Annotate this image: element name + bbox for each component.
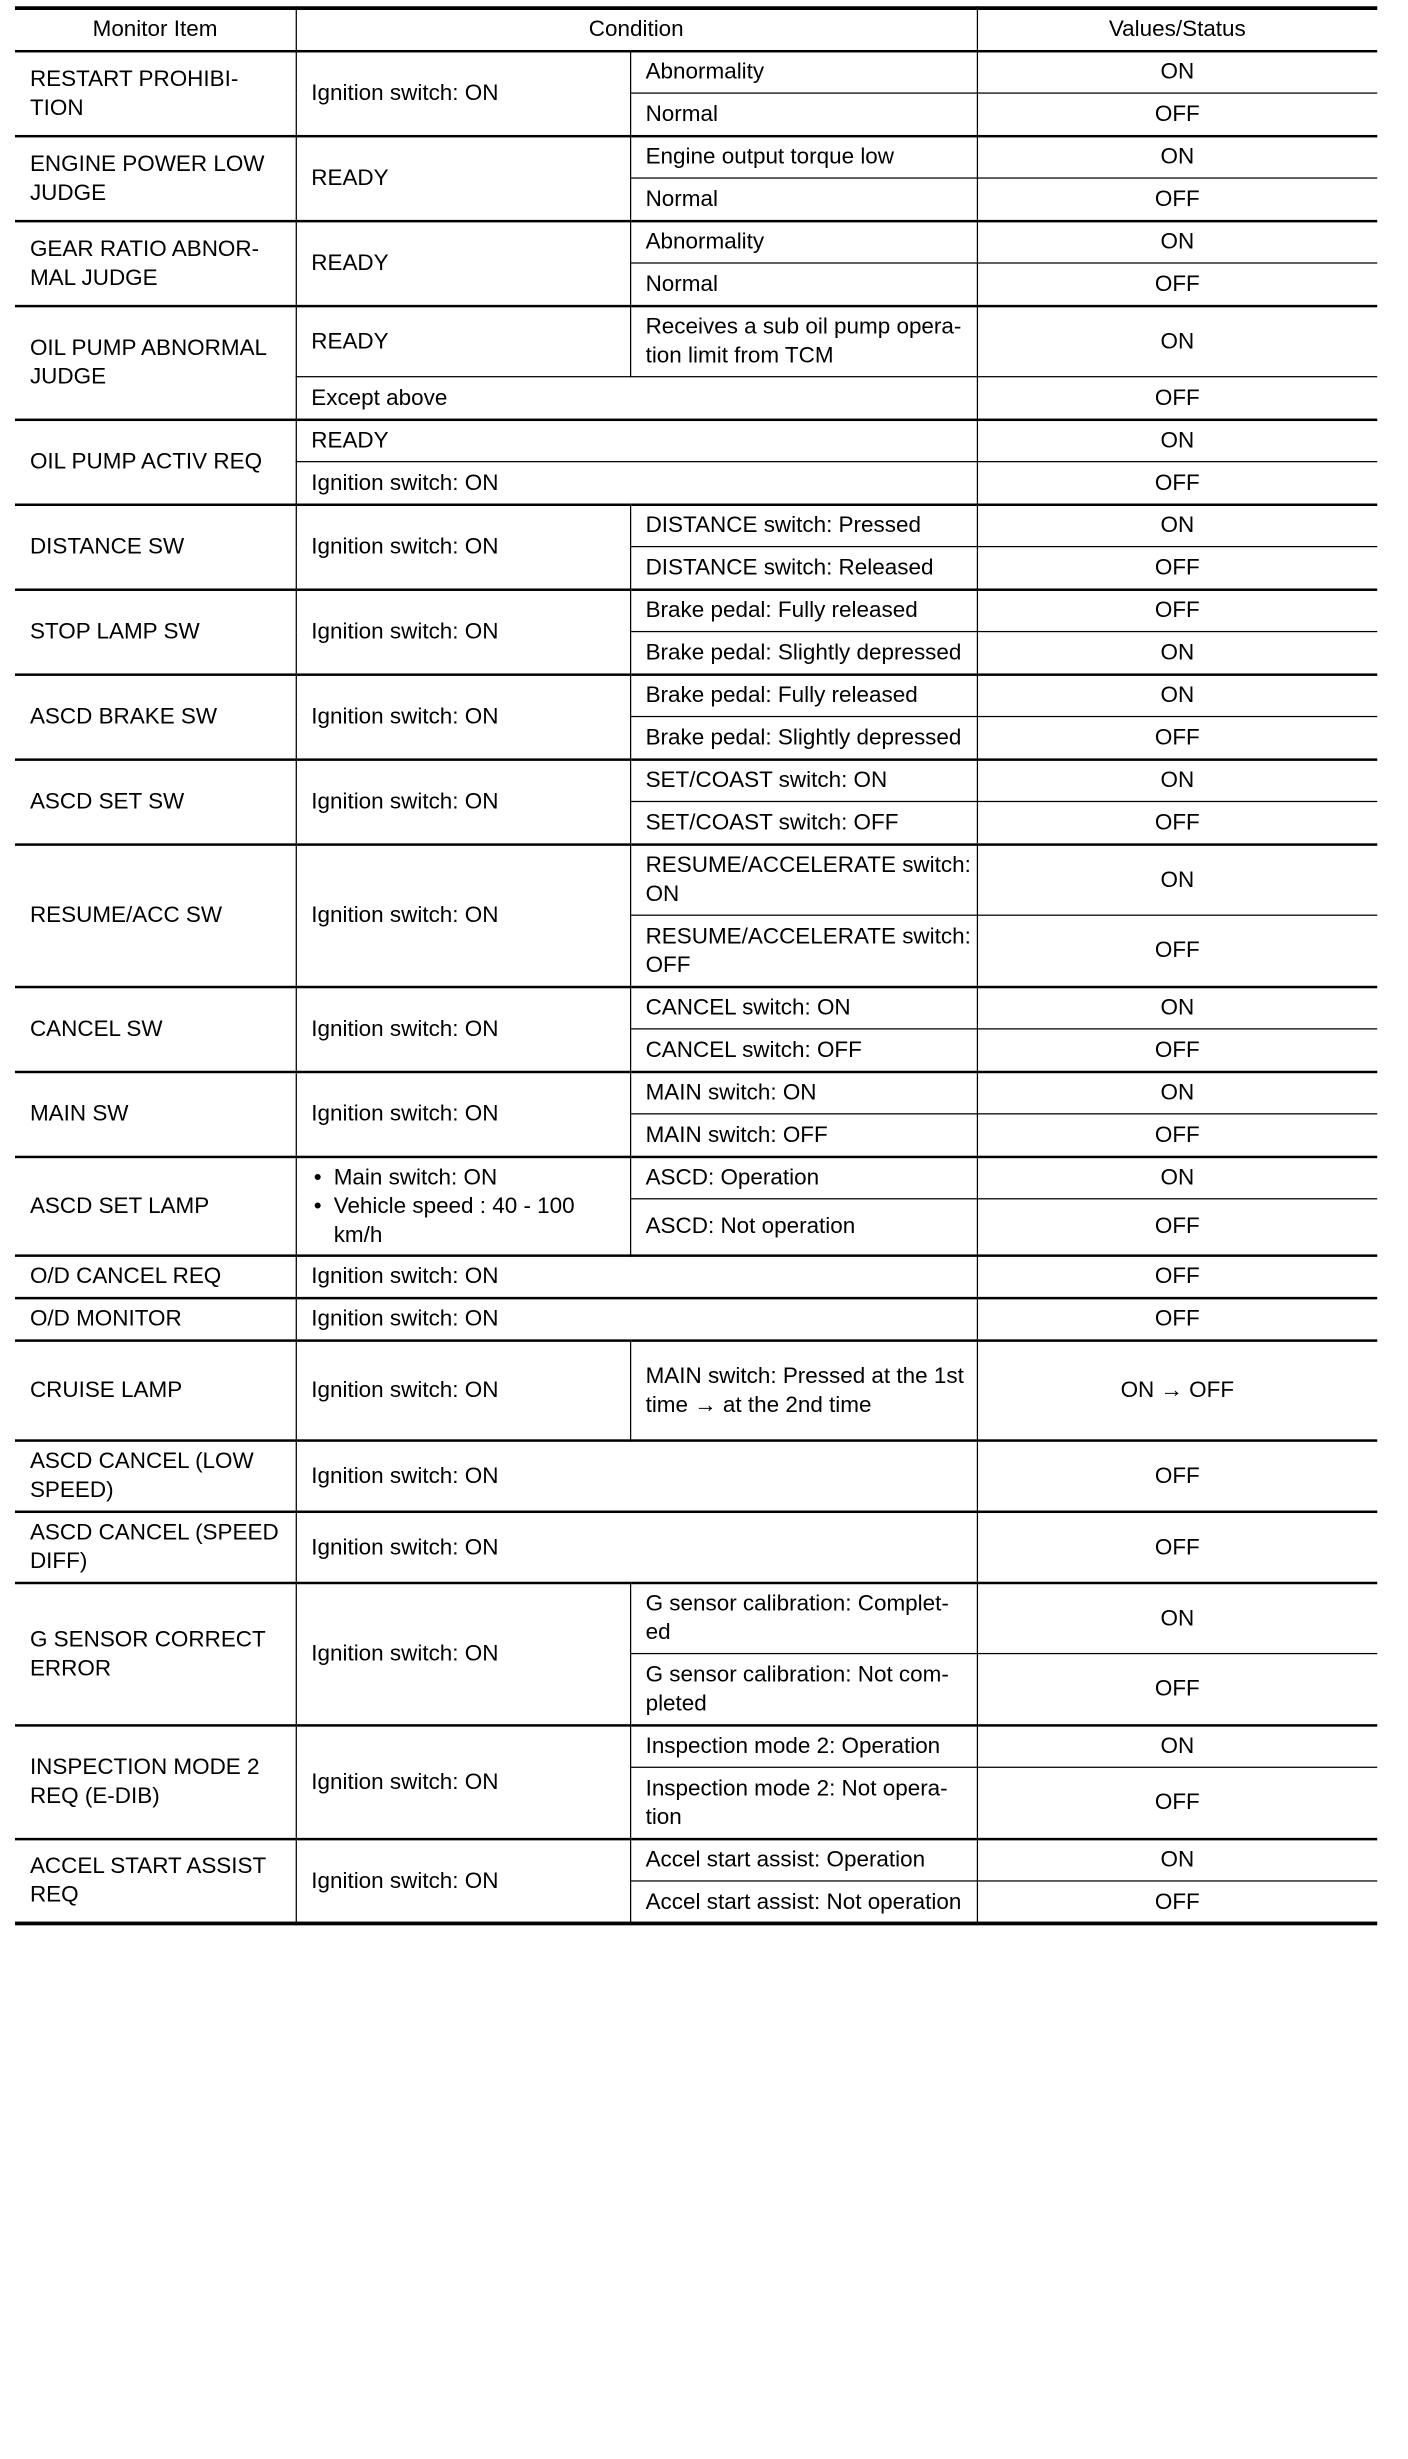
condition-cell: Ignition switch: ON bbox=[296, 589, 630, 674]
value-cell: ON bbox=[977, 51, 1377, 93]
table-row bbox=[15, 674, 1377, 716]
sub-condition-cell: ASCD: Not operation bbox=[630, 1199, 977, 1255]
value-cell: OFF bbox=[977, 1298, 1377, 1340]
sub-condition-cell: Brake pedal: Slightly depressed bbox=[630, 632, 977, 674]
monitor-item-cell: G SENSOR CORRECT ERROR bbox=[15, 1582, 296, 1724]
condition-cell: Ignition switch: ON bbox=[296, 1298, 977, 1340]
value-cell: ON bbox=[977, 504, 1377, 546]
condition-cell: Ignition switch: ON bbox=[296, 844, 630, 986]
monitor-item-cell: DISTANCE SW bbox=[15, 504, 296, 589]
table-row bbox=[15, 305, 1377, 376]
value-cell: ON bbox=[977, 1071, 1377, 1113]
table-row bbox=[15, 51, 1377, 93]
sub-condition-cell: MAIN switch: OFF bbox=[630, 1114, 977, 1156]
monitor-item-cell: ACCEL START ASSIST REQ bbox=[15, 1838, 296, 1923]
monitor-item-cell: RESUME/ACC SW bbox=[15, 844, 296, 986]
sub-condition-cell: RESUME/ACCELERATE switch: ON bbox=[630, 844, 977, 915]
value-cell: OFF bbox=[977, 462, 1377, 504]
value-cell: OFF bbox=[977, 1114, 1377, 1156]
condition-cell: Ignition switch: ON bbox=[296, 1071, 630, 1156]
sub-condition-cell: MAIN switch: Pressed at the 1st time → at the 2nd time bbox=[630, 1340, 977, 1440]
monitor-item-cell: INSPECTION MODE 2 REQ (E-DIB) bbox=[15, 1725, 296, 1839]
value-cell: OFF bbox=[977, 1511, 1377, 1582]
sub-condition-cell: Accel start assist: Not operation bbox=[630, 1881, 977, 1923]
sub-condition-cell: Inspection mode 2: Not opera-tion bbox=[630, 1767, 977, 1838]
table-row bbox=[15, 419, 1377, 461]
condition-cell: Ignition switch: ON bbox=[296, 1725, 630, 1839]
table-row bbox=[15, 1298, 1377, 1340]
condition-cell: Ignition switch: ON bbox=[296, 674, 630, 759]
sub-condition-cell: SET/COAST switch: OFF bbox=[630, 801, 977, 843]
table-row bbox=[15, 1511, 1377, 1582]
sub-condition-cell: MAIN switch: ON bbox=[630, 1071, 977, 1113]
sub-condition-cell: DISTANCE switch: Pressed bbox=[630, 504, 977, 546]
monitor-item-cell: RESTART PROHIBI-TION bbox=[15, 51, 296, 136]
value-cell: ON bbox=[977, 674, 1377, 716]
value-cell: OFF bbox=[977, 1654, 1377, 1725]
value-cell: OFF bbox=[977, 263, 1377, 305]
sub-condition-cell: ASCD: Operation bbox=[630, 1156, 977, 1198]
condition-cell: READY bbox=[296, 221, 630, 306]
monitor-item-cell: ASCD CANCEL (LOW SPEED) bbox=[15, 1440, 296, 1511]
condition-cell bbox=[296, 1156, 630, 1255]
table-row bbox=[15, 759, 1377, 801]
sub-condition-cell: Engine output torque low bbox=[630, 136, 977, 178]
condition-cell: Ignition switch: ON bbox=[296, 1838, 630, 1923]
value-cell: OFF bbox=[977, 801, 1377, 843]
table-row bbox=[15, 1582, 1377, 1653]
monitor-item-cell: ASCD CANCEL (SPEED DIFF) bbox=[15, 1511, 296, 1582]
value-cell: ON bbox=[977, 632, 1377, 674]
monitor-item-cell: OIL PUMP ACTIV REQ bbox=[15, 419, 296, 504]
condition-cell: Ignition switch: ON bbox=[296, 759, 630, 844]
monitor-item-table bbox=[15, 6, 1377, 1925]
condition-cell: READY bbox=[296, 419, 977, 461]
sub-condition-cell: G sensor calibration: Complet-ed bbox=[630, 1582, 977, 1653]
condition-cell: Ignition switch: ON bbox=[296, 1582, 630, 1724]
table-row bbox=[15, 1725, 1377, 1767]
value-cell: OFF bbox=[977, 547, 1377, 589]
monitor-item-cell: OIL PUMP ABNORMAL JUDGE bbox=[15, 305, 296, 419]
header-condition: Condition bbox=[296, 8, 977, 50]
value-cell: OFF bbox=[977, 1029, 1377, 1071]
monitor-item-cell: CANCEL SW bbox=[15, 986, 296, 1071]
value-cell: OFF bbox=[977, 377, 1377, 419]
monitor-item-cell: ASCD BRAKE SW bbox=[15, 674, 296, 759]
monitor-item-cell: ENGINE POWER LOW JUDGE bbox=[15, 136, 296, 221]
header-monitor-item: Monitor Item bbox=[15, 8, 296, 50]
sub-condition-cell: G sensor calibration: Not com-pleted bbox=[630, 1654, 977, 1725]
monitor-item-cell: O/D CANCEL REQ bbox=[15, 1255, 296, 1297]
value-cell: ON bbox=[977, 844, 1377, 915]
table-row bbox=[15, 504, 1377, 546]
sub-condition-cell: CANCEL switch: OFF bbox=[630, 1029, 977, 1071]
monitor-item-cell: STOP LAMP SW bbox=[15, 589, 296, 674]
table-row bbox=[15, 589, 1377, 631]
sub-condition-cell: Accel start assist: Operation bbox=[630, 1838, 977, 1880]
value-cell: ON bbox=[977, 1725, 1377, 1767]
monitor-item-cell: CRUISE LAMP bbox=[15, 1340, 296, 1440]
value-cell: OFF bbox=[977, 1881, 1377, 1923]
table-row bbox=[15, 1440, 1377, 1511]
value-cell: ON bbox=[977, 305, 1377, 376]
sub-condition-cell: Brake pedal: Fully released bbox=[630, 674, 977, 716]
sub-condition-cell: DISTANCE switch: Released bbox=[630, 547, 977, 589]
value-cell: ON bbox=[977, 1838, 1377, 1880]
sub-condition-cell: Normal bbox=[630, 263, 977, 305]
value-cell: OFF bbox=[977, 178, 1377, 220]
condition-bullet-list bbox=[311, 1163, 614, 1249]
value-cell: OFF bbox=[977, 1767, 1377, 1838]
value-cell: ON bbox=[977, 1156, 1377, 1198]
table-row bbox=[15, 136, 1377, 178]
condition-cell: Ignition switch: ON bbox=[296, 1340, 630, 1440]
value-cell: ON bbox=[977, 986, 1377, 1028]
sub-condition-cell: Inspection mode 2: Operation bbox=[630, 1725, 977, 1767]
value-cell: OFF bbox=[977, 717, 1377, 759]
value-cell: OFF bbox=[977, 915, 1377, 986]
header-values-status: Values/Status bbox=[977, 8, 1377, 50]
table-row bbox=[15, 844, 1377, 915]
sub-condition-cell: SET/COAST switch: ON bbox=[630, 759, 977, 801]
sub-condition-cell: CANCEL switch: ON bbox=[630, 986, 977, 1028]
table-header-row bbox=[15, 8, 1377, 50]
table-row bbox=[15, 1838, 1377, 1880]
condition-cell: Ignition switch: ON bbox=[296, 986, 630, 1071]
sub-condition-cell: Brake pedal: Slightly depressed bbox=[630, 717, 977, 759]
value-cell: ON bbox=[977, 759, 1377, 801]
value-cell: ON bbox=[977, 221, 1377, 263]
monitor-item-cell: O/D MONITOR bbox=[15, 1298, 296, 1340]
sub-condition-cell: Abnormality bbox=[630, 221, 977, 263]
condition-cell: READY bbox=[296, 305, 630, 376]
condition-cell: Ignition switch: ON bbox=[296, 462, 977, 504]
table-row bbox=[15, 1340, 1377, 1440]
sub-condition-cell: Receives a sub oil pump opera-tion limit from TCM bbox=[630, 305, 977, 376]
table-row bbox=[15, 1255, 1377, 1297]
monitor-item-cell: GEAR RATIO ABNOR-MAL JUDGE bbox=[15, 221, 296, 306]
condition-bullet: • Vehicle speed : 40 - 100 km/h bbox=[311, 1191, 614, 1248]
table-row bbox=[15, 221, 1377, 263]
sub-condition-cell: Normal bbox=[630, 93, 977, 135]
condition-cell: Ignition switch: ON bbox=[296, 1255, 977, 1297]
monitor-item-cell: MAIN SW bbox=[15, 1071, 296, 1156]
value-cell: OFF bbox=[977, 93, 1377, 135]
condition-cell: Except above bbox=[296, 377, 977, 419]
value-cell: ON bbox=[977, 419, 1377, 461]
value-cell: ON bbox=[977, 136, 1377, 178]
value-cell: OFF bbox=[977, 1440, 1377, 1511]
condition-cell: READY bbox=[296, 136, 630, 221]
monitor-item-cell: ASCD SET SW bbox=[15, 759, 296, 844]
condition-cell: Ignition switch: ON bbox=[296, 1440, 977, 1511]
condition-bullet: • Main switch: ON bbox=[311, 1163, 614, 1192]
sub-condition-cell: Normal bbox=[630, 178, 977, 220]
condition-cell: Ignition switch: ON bbox=[296, 51, 630, 136]
monitor-item-cell: ASCD SET LAMP bbox=[15, 1156, 296, 1255]
value-cell: OFF bbox=[977, 589, 1377, 631]
sub-condition-cell: Brake pedal: Fully released bbox=[630, 589, 977, 631]
table-row bbox=[15, 1156, 1377, 1198]
condition-cell: Ignition switch: ON bbox=[296, 504, 630, 589]
value-cell: OFF bbox=[977, 1199, 1377, 1255]
sub-condition-cell: RESUME/ACCELERATE switch: OFF bbox=[630, 915, 977, 986]
value-cell: ON bbox=[977, 1582, 1377, 1653]
value-cell: OFF bbox=[977, 1255, 1377, 1297]
value-cell: ON → OFF bbox=[977, 1340, 1377, 1440]
sub-condition-cell: Abnormality bbox=[630, 51, 977, 93]
table-row bbox=[15, 986, 1377, 1028]
table-row bbox=[15, 1071, 1377, 1113]
condition-cell: Ignition switch: ON bbox=[296, 1511, 977, 1582]
